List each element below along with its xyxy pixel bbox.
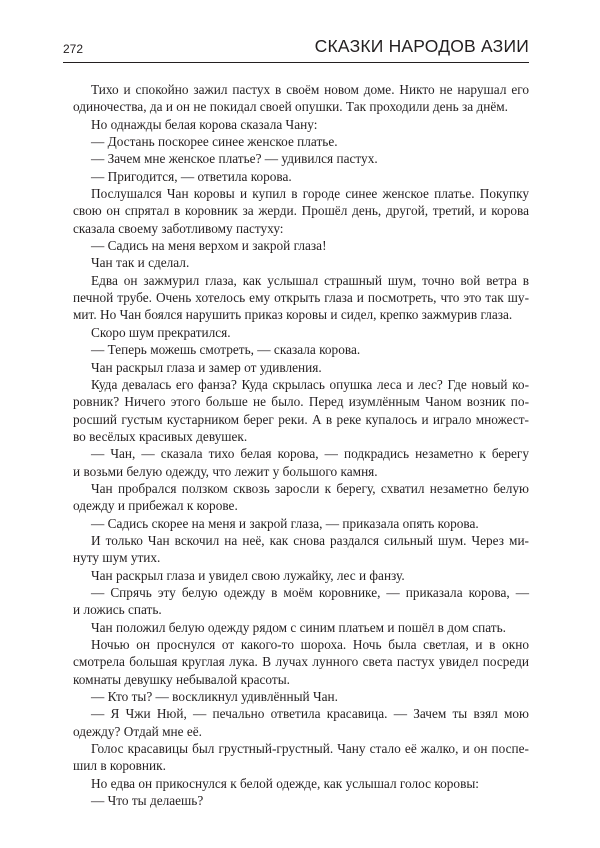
text-line: — Теперь можешь смотреть, — сказала корова. xyxy=(91,342,361,358)
text-line: — Достань поскорее синее женское платье. xyxy=(91,134,338,150)
text-line: Куда девалась его фанза? Куда скрылась опушка леса и лес? Где новый ко- xyxy=(91,376,529,392)
text-line: — Что ты делаешь? xyxy=(91,793,204,809)
text-line: Чан так и сделал. xyxy=(91,255,190,271)
body-text xyxy=(73,81,529,809)
page-header xyxy=(63,36,529,63)
text-line: Чан раскрыл глаза и замер от удивления. xyxy=(91,359,322,375)
text-line: одежду? Отдай мне её. xyxy=(73,723,202,739)
page-number: 272 xyxy=(63,42,84,56)
text-line: ровник? Ничего этого больше не было. Перед изумлённым Чаном возник по- xyxy=(73,394,529,410)
text-line: — Зачем мне женское платье? — удивился пастух. xyxy=(91,151,378,167)
text-line: Голос красавицы был грустный-грустный. Чану стало её жалко, и он поспе- xyxy=(91,741,529,757)
text-line: Едва он зажмурил глаза, как услышал страшный шум, точно вой ветра в xyxy=(91,272,529,288)
text-line: Скоро шум прекратился. xyxy=(91,324,231,340)
text-line: и возьми белую одежду, что лежит у большого камня. xyxy=(73,463,378,479)
text-line: одиночества, да и он не покидал своей опушки. Так проходили день за днём. xyxy=(73,99,509,115)
text-line: нуту шум утих. xyxy=(73,550,161,566)
text-line: Чан раскрыл глаза и увидел свою лужайку, лес и фанзу. xyxy=(91,567,405,583)
text-line: — Чан, — сказала тихо белая корова, — подкрадись незаметно к берегу xyxy=(91,446,529,462)
text-line: Но едва он прикоснулся к белой одежде, как услышал голос коровы: xyxy=(91,775,479,791)
text-line: мит. Но Чан боялся нарушить приказ коровы и сидел, крепко зажмурив глаза. xyxy=(73,307,513,323)
text-line: Чан положил белую одежду рядом с синим платьем и пошёл в дом спать. xyxy=(91,619,506,635)
text-line: — Пригодится, — ответила корова. xyxy=(91,168,292,184)
text-line: И только Чан вскочил на неё, как снова раздался сильный шум. Через ми- xyxy=(91,532,529,548)
text-line: и ложись спать. xyxy=(73,602,162,618)
text-line: — Спрячь эту белую одежду в моём коровнике, — приказала корова, — xyxy=(91,584,529,600)
text-line: Послушался Чан коровы и купил в городе синее женское платье. Покупку xyxy=(91,186,529,202)
text-line: Тихо и спокойно зажил пастух в своём новом доме. Никто не нарушал его xyxy=(91,82,529,97)
text-line: во весёлых красивых девушек. xyxy=(73,428,248,444)
text-line: Ночью он проснулся от какого-то шороха. Ночь была светлая, и в окно xyxy=(91,637,529,652)
text-line: — Я Чжи Нюй, — печально ответила красавица. — Зачем ты взял мою xyxy=(91,706,529,722)
text-line: — Садись скорее на меня и закрой глаза, — приказала опять корова. xyxy=(91,515,479,531)
text-line: — Кто ты? — воскликнул удивлённый Чан. xyxy=(91,689,338,705)
text-line: свою он спрятал в коровник за жерди. Прошёл день, другой, третий, и корова xyxy=(73,203,529,219)
text-line: смотрела большая круглая лука. В лучах лунного света пастух увидел посреди xyxy=(73,654,529,670)
text-line: комнаты девушку небывалой красоты. xyxy=(73,671,290,687)
text-line: Но однажды белая корова сказала Чану: xyxy=(91,116,318,132)
text-line: печной трубе. Очень хотелось ему открыть глаза и посмотреть, что это так шу- xyxy=(73,290,529,306)
running-title: СКАЗКИ НАРОДОВ АЗИИ xyxy=(314,36,529,56)
text-line: шил в коровник. xyxy=(73,758,166,774)
text-line: Чан пробрался ползком сквозь заросли к берегу, схватил незаметно белую xyxy=(91,480,529,496)
text-line: — Садись на меня верхом и закрой глаза! xyxy=(91,238,327,254)
text-line: росший густым кустарником берег реки. А в реке купалось и играло множест- xyxy=(73,411,529,427)
text-line: сказала своему заботливому пастуху: xyxy=(73,220,284,236)
text-line: одежду и прибежал к корове. xyxy=(73,498,238,514)
